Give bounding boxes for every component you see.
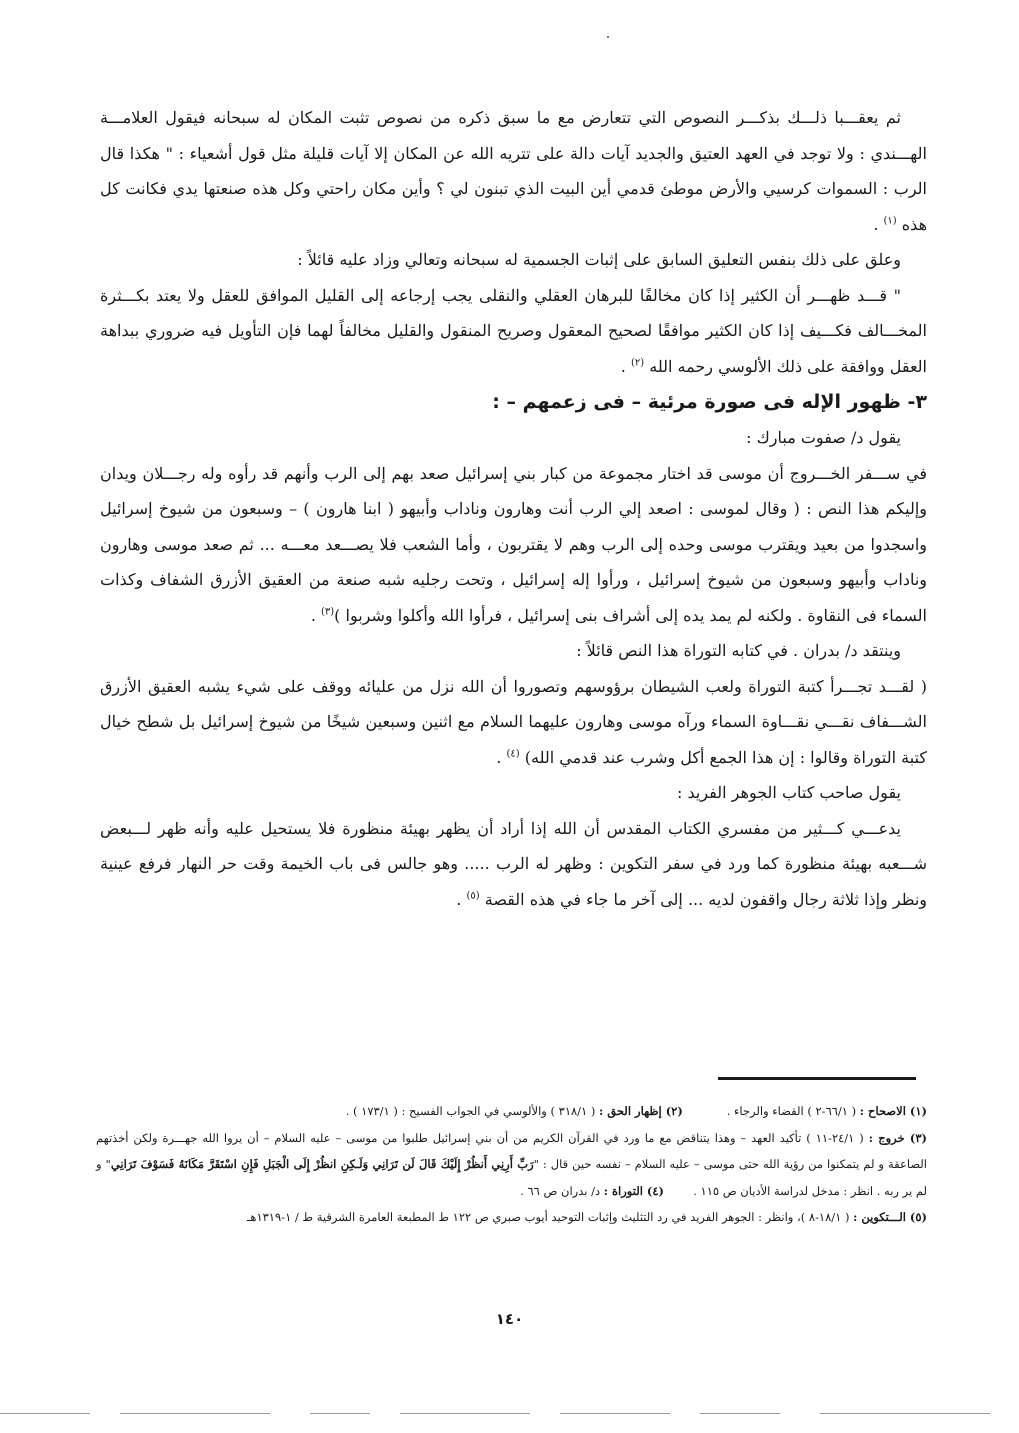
footnote-text: ( ١٨/١-٨ )، وانظر : الجوهر الفريد في رد التثليث وإثبات التوحيد أيوب صبري ص ١٢٢ ط المطبعة العامرة الشرقية ط / ١-١٣١٩هـ: [247, 1210, 854, 1224]
paragraph: [100, 669, 927, 776]
footnote-label: (٣) خروج :: [868, 1130, 927, 1145]
footnote-ref: (٢): [630, 357, 645, 369]
paragraph-end: .: [310, 605, 321, 625]
paragraph-text: في ســـفر الخـــروج أن موسى قد اختار مجموعة من كبار بني إسرائيل صعد بهم إلى الرب وأنهم قد رأوه وله رجـــلان ويدان وإليكم هذا النص : ( وقال لموسى : اصعد إلي الرب أنت وهارون وناداب وأبيهو ( ابنا هارون ) – وسبعون من شيوخ إسرائيل واسجدوا من بعيد ويقترب موسى وحده إلى الرب وهم لا يقتربون ، وأما الشعب فلا يصـــعد معـــه ... ثم صعد موسى وهارون وناداب وأبيهو وسبعون من شيوخ إسرائيل ، ورأوا إله إسرائيل ، وتحت رجليه شبه صنعة من العقيق الأزرق الشفاف وكذات السماء فى النقاوة . ولكنه لم يمد يده إلى أشراف بنى إسرائيل ، فرأوا الله وأكلوا وشربوا ): [100, 463, 927, 625]
footnote-label: (٥) الـــتكوين :: [853, 1210, 927, 1224]
paragraph-end: .: [456, 889, 467, 909]
paragraph: يقول د/ صفوت مبارك :: [746, 428, 901, 447]
footnote-text: ( ٦٦/١-٢ ) القضاء والرجاء .: [726, 1104, 860, 1118]
quran-quote: رَبِّ أَرِنِي أَنظُرْ إِلَيْكَ قَالَ لَن تَرَانِي وَلَـكِنِ انظُرْ إِلَى الْجَبَلِ فَإِنِ اسْتَقَرَّ مَكَانَهُ فَسَوْفَ تَرَانِي: [110, 1157, 534, 1171]
footnote-label: (١) الاصحاح :: [859, 1104, 927, 1118]
footnote-text: د/ بدران ص ٦٦ .: [520, 1183, 604, 1198]
footnote-text: ( ٢٤/١-١١ ) تأكيد العهد – وهذا يتناقض مع ما ورد في القرآن الكريم من أن بني إسرائيل طلبوا من موسى – عليه السلام – أن يروا الله جهـــرة ولكن أخذتهم الصاعقة و لم يتمكنوا من رؤية الله حتى موسى – عليه السلام – نفسه حين قال : ": [96, 1130, 927, 1171]
scan-artifact: [700, 1413, 780, 1414]
footnote-ref: (٣): [320, 606, 335, 618]
paragraph: وعلق على ذلك بنفس التعليق السابق على إثبات الجسمية له سبحانه وتعالي وزاد عليه قائلاً :: [297, 250, 901, 269]
paragraph-text: ثم يعقـــبا ذلـــك بذكـــر النصوص التي تتعارض مع ما سبق ذكره من نصوص تثبت المكان له سبحانه فيقول العلامـــة الهـــندي : ولا توجد في العهد العتيق والجديد آيات دالة على تتريه الله عن المكان إلا آيات قليلة مثل قول أشعياء : " هكذا قال الرب : السموات كرسيي والأرض موطئ قدمي أين البيت الذي تبنون لي ؟ وأين مكان راحتي وكل هذه صنعتها يدي فكانت كل هذه: [100, 108, 928, 234]
paragraph-text: يدعـــي كـــثير من مفسري الكتاب المقدس أن الله إذا أراد أن يظهر بهيئة منظورة فلا يستحيل عليه وأنه ظهر لـــبعض شـــعبه بهيئة منظورة كما ورد في سفر التكوين : وظهر له الرب ..... وهو جالس فى باب الخيمة وقت حر النهار فرفع عينية ونظر وإذا ثلاثة رجال واقفون لديه ... إلى آخر ما جاء في هذه القصة: [100, 818, 928, 909]
footnote-label: (٢) إظهار الحق :: [599, 1104, 683, 1118]
paragraph: [100, 100, 927, 242]
footnote-text: ( ٣١٨/١ ) والألوسي في الجواب الفسيح : ( ١٧٣/١ ) .: [345, 1104, 600, 1118]
scan-artifact: [120, 1413, 270, 1414]
footnote-label: (٤) التوراة :: [603, 1183, 664, 1198]
main-text: [100, 100, 927, 917]
paragraph-end: .: [496, 747, 507, 767]
paragraph: [100, 278, 927, 385]
scan-artifact: [560, 1413, 670, 1414]
section-heading: ٣- ظهور الإله فى صورة مرئية – فى زعمهم – :: [492, 391, 927, 413]
footnote-line: [96, 1125, 927, 1205]
page-number: ١٤٠: [495, 1310, 524, 1328]
scan-artifact: [607, 36, 609, 38]
footnote-text: " و لم ير ربه . انظر : مدخل لدراسة الأديان ص ١١٥ .: [96, 1157, 927, 1198]
paragraph: يقول صاحب كتاب الجوهر الفريد :: [677, 783, 901, 802]
footnote-line: [96, 1098, 927, 1125]
paragraph-end: .: [873, 214, 884, 234]
scan-artifact: [0, 1413, 90, 1414]
paragraph: وينتقد د/ بدران . في كتابه التوراة هذا النص قائلاً :: [576, 641, 901, 660]
paragraph-text: " قـــد ظهـــر أن الكثير إذا كان مخالفًا للبرهان العقلي والنقلى يجب إرجاعه إلى القليل الموافق للعقل ولا يعتد بكـــثرة المخـــالف فكـــيف إذا كان الكثير موافقًا لصحيح المعقول وصريح المنقول والقليل مخالفاً لهما فإن التأويل فيه ضروري ببداهة العقل ووافقة على ذلك الألوسي رحمه الله: [100, 285, 927, 376]
paragraph: [100, 456, 927, 634]
footnote-line: [96, 1204, 927, 1231]
footnote-ref: (٥): [466, 890, 480, 902]
paragraph-end: .: [620, 356, 631, 376]
scan-artifact: [400, 1413, 530, 1414]
footnote-divider: [718, 1077, 916, 1080]
paragraph: [100, 811, 927, 918]
scan-artifact: [820, 1413, 990, 1414]
paragraph-text: ( لقـــد تجـــرأ كتبة التوراة ولعب الشيطان برؤوسهم وتصوروا أن الله نزل من عليائه ووقف على شيء يشبه العقيق الأزرق الشـــفاف نقـــي نقـــاوة السماء ورآه موسى وهارون عليهما السلام مع اثنين وسبعين شيخًا من شيوخ إسرائيل بل شطح خيال كتبة التوراة وقالوا : إن هذا الجمع أكل وشرب عند قدمي الله): [100, 676, 928, 767]
footnotes: [96, 1098, 927, 1231]
footnote-ref: (١): [883, 215, 897, 227]
scan-artifact: [310, 1413, 370, 1414]
footnote-ref: (٤): [506, 748, 520, 760]
